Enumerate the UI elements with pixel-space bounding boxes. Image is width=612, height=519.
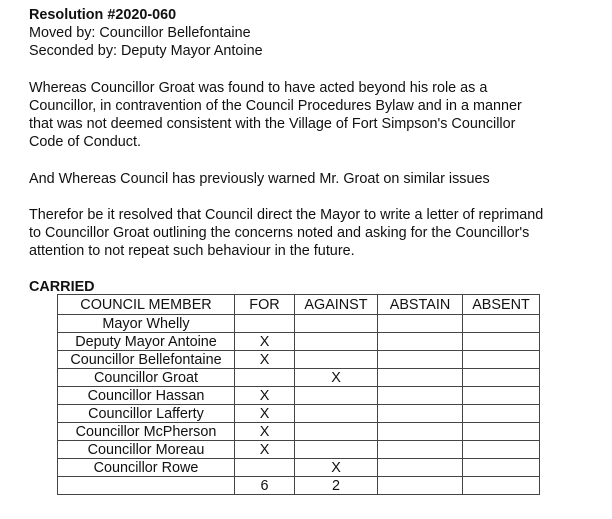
vote-absent-cell <box>463 387 540 405</box>
header-council-member: COUNCIL MEMBER <box>58 295 235 315</box>
text-line: Code of Conduct. <box>29 134 141 150</box>
whereas-paragraph-2: And Whereas Council has previously warned Mr. Groat on similar issues <box>29 171 490 187</box>
text-line: Therefor be it resolved that Council direct the Mayor to write a letter of reprimand <box>29 207 544 223</box>
header-abstain: ABSTAIN <box>378 295 463 315</box>
vote-for-cell: X <box>235 351 295 369</box>
vote-absent-cell <box>463 315 540 333</box>
vote-abstain-cell <box>378 423 463 441</box>
seconded-by: Seconded by: Deputy Mayor Antoine <box>29 43 263 59</box>
table-row <box>58 387 540 405</box>
vote-against-cell <box>295 315 378 333</box>
member-name: Councillor Lafferty <box>58 405 235 423</box>
header-against: AGAINST <box>295 295 378 315</box>
resolution-number: Resolution #2020-060 <box>29 7 177 23</box>
vote-absent-cell <box>463 459 540 477</box>
member-name: Mayor Whelly <box>58 315 235 333</box>
header-absent: ABSENT <box>463 295 540 315</box>
member-name: Councillor Hassan <box>58 387 235 405</box>
vote-absent-cell <box>463 333 540 351</box>
total-for: 6 <box>235 477 295 495</box>
table-row <box>58 333 540 351</box>
totals-label-cell <box>58 477 235 495</box>
vote-against-cell <box>295 333 378 351</box>
total-absent <box>463 477 540 495</box>
vote-absent-cell <box>463 405 540 423</box>
member-name: Councillor Rowe <box>58 459 235 477</box>
vote-abstain-cell <box>378 369 463 387</box>
vote-against-cell <box>295 405 378 423</box>
member-name: Councillor Groat <box>58 369 235 387</box>
vote-against-cell <box>295 351 378 369</box>
vote-abstain-cell <box>378 315 463 333</box>
text-line: Councillor, in contravention of the Council Procedures Bylaw and in a manner <box>29 98 522 114</box>
text-line: attention to not repeat such behaviour in the future. <box>29 243 355 259</box>
vote-for-cell: X <box>235 423 295 441</box>
carried-status: CARRIED <box>29 279 95 295</box>
member-name: Councillor Moreau <box>58 441 235 459</box>
vote-absent-cell <box>463 369 540 387</box>
vote-for-cell <box>235 315 295 333</box>
vote-for-cell <box>235 369 295 387</box>
vote-abstain-cell <box>378 351 463 369</box>
vote-table <box>57 294 540 495</box>
header-for: FOR <box>235 295 295 315</box>
member-name: Councillor McPherson <box>58 423 235 441</box>
vote-for-cell: X <box>235 441 295 459</box>
member-name: Deputy Mayor Antoine <box>58 333 235 351</box>
vote-for-cell: X <box>235 333 295 351</box>
whereas-paragraph-1 <box>29 79 609 151</box>
total-against: 2 <box>295 477 378 495</box>
therefore-paragraph <box>29 206 609 260</box>
vote-abstain-cell <box>378 459 463 477</box>
vote-against-cell <box>295 423 378 441</box>
text-line: that was not deemed consistent with the Village of Fort Simpson's Councillor <box>29 116 516 132</box>
vote-abstain-cell <box>378 333 463 351</box>
vote-against-cell <box>295 387 378 405</box>
vote-abstain-cell <box>378 387 463 405</box>
vote-for-cell: X <box>235 387 295 405</box>
text-line: Whereas Councillor Groat was found to have acted beyond his role as a <box>29 80 488 96</box>
total-abstain <box>378 477 463 495</box>
vote-against-cell: X <box>295 369 378 387</box>
table-row <box>58 423 540 441</box>
table-row <box>58 351 540 369</box>
table-row <box>58 441 540 459</box>
vote-absent-cell <box>463 423 540 441</box>
table-row <box>58 405 540 423</box>
vote-for-cell <box>235 459 295 477</box>
vote-abstain-cell <box>378 441 463 459</box>
text-line: to Councillor Groat outlining the concerns noted and asking for the Councillor's <box>29 225 530 241</box>
member-name: Councillor Bellefontaine <box>58 351 235 369</box>
vote-absent-cell <box>463 441 540 459</box>
totals-row <box>58 477 540 495</box>
moved-by: Moved by: Councillor Bellefontaine <box>29 25 251 41</box>
vote-for-cell: X <box>235 405 295 423</box>
table-row <box>58 315 540 333</box>
table-row <box>58 369 540 387</box>
vote-against-cell: X <box>295 459 378 477</box>
vote-abstain-cell <box>378 405 463 423</box>
table-row <box>58 459 540 477</box>
vote-against-cell <box>295 441 378 459</box>
vote-absent-cell <box>463 351 540 369</box>
table-header-row <box>58 295 540 315</box>
